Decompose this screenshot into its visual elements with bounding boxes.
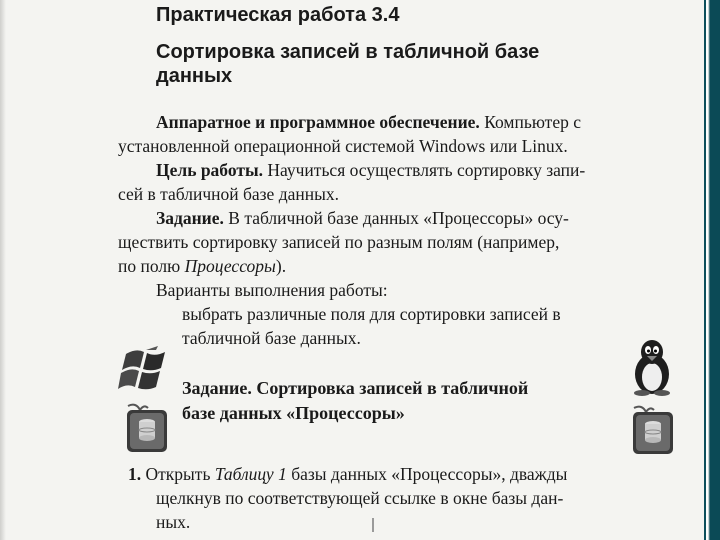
database-icon [124,402,170,454]
step1-number: 1. [128,464,142,484]
hardware-text: Компьютер с [479,112,581,132]
task-heading-line1: Задание. Сортировка записей в табличной [182,378,529,398]
slide-frame-edge [706,0,720,540]
goal-line1 [156,158,585,182]
task-line3: по полю Процессоры). [118,256,287,276]
linux-penguin-icon [630,338,674,396]
work-title-line1: Сортировка записей в табличной базе [156,41,540,63]
goal-text: Научиться осуществлять сортировку запи- [262,160,586,180]
task-heading-line2: базе данных «Процессоры» [182,403,405,423]
task-heading [182,376,528,426]
step1-line3: ных. [156,512,191,532]
database-icon [630,404,676,456]
task-line2: ществить сортировку записей по разным полям (например, [118,232,560,252]
task-line1 [156,206,569,230]
windows-logo-icon [118,344,174,394]
table-name: Таблицу 1 [214,464,287,484]
variants-line1: выбрать различные поля для сортировки записей в [182,304,561,324]
variants-label: Варианты выполнения работы: [156,280,388,300]
step1-line1: 1. Открыть Таблицу 1 базы данных «Процессоры», дважды [128,464,568,484]
task-text: В табличной базе данных «Процессоры» осу- [223,208,569,228]
hardware-label: Аппаратное и программное обеспечение. [156,112,480,132]
scan-edge [0,0,6,540]
scan-mark [372,518,374,532]
goal-label: Цель работы. [156,160,263,180]
hardware-line2: установленной операционной системой Windows или Linux. [118,136,568,156]
work-title-line2: данных [156,65,233,87]
task-label: Задание. [156,208,224,228]
field-name: Процессоры [184,256,276,276]
variants-line2: табличной базе данных. [182,328,361,348]
hardware-line1 [156,110,581,134]
step1-line2: щелкнув по соответствующей ссылке в окне базы дан- [156,488,564,508]
practice-title: Практическая работа 3.4 [156,4,400,26]
goal-line2: сей в табличной базе данных. [118,184,339,204]
work-title [156,40,636,88]
